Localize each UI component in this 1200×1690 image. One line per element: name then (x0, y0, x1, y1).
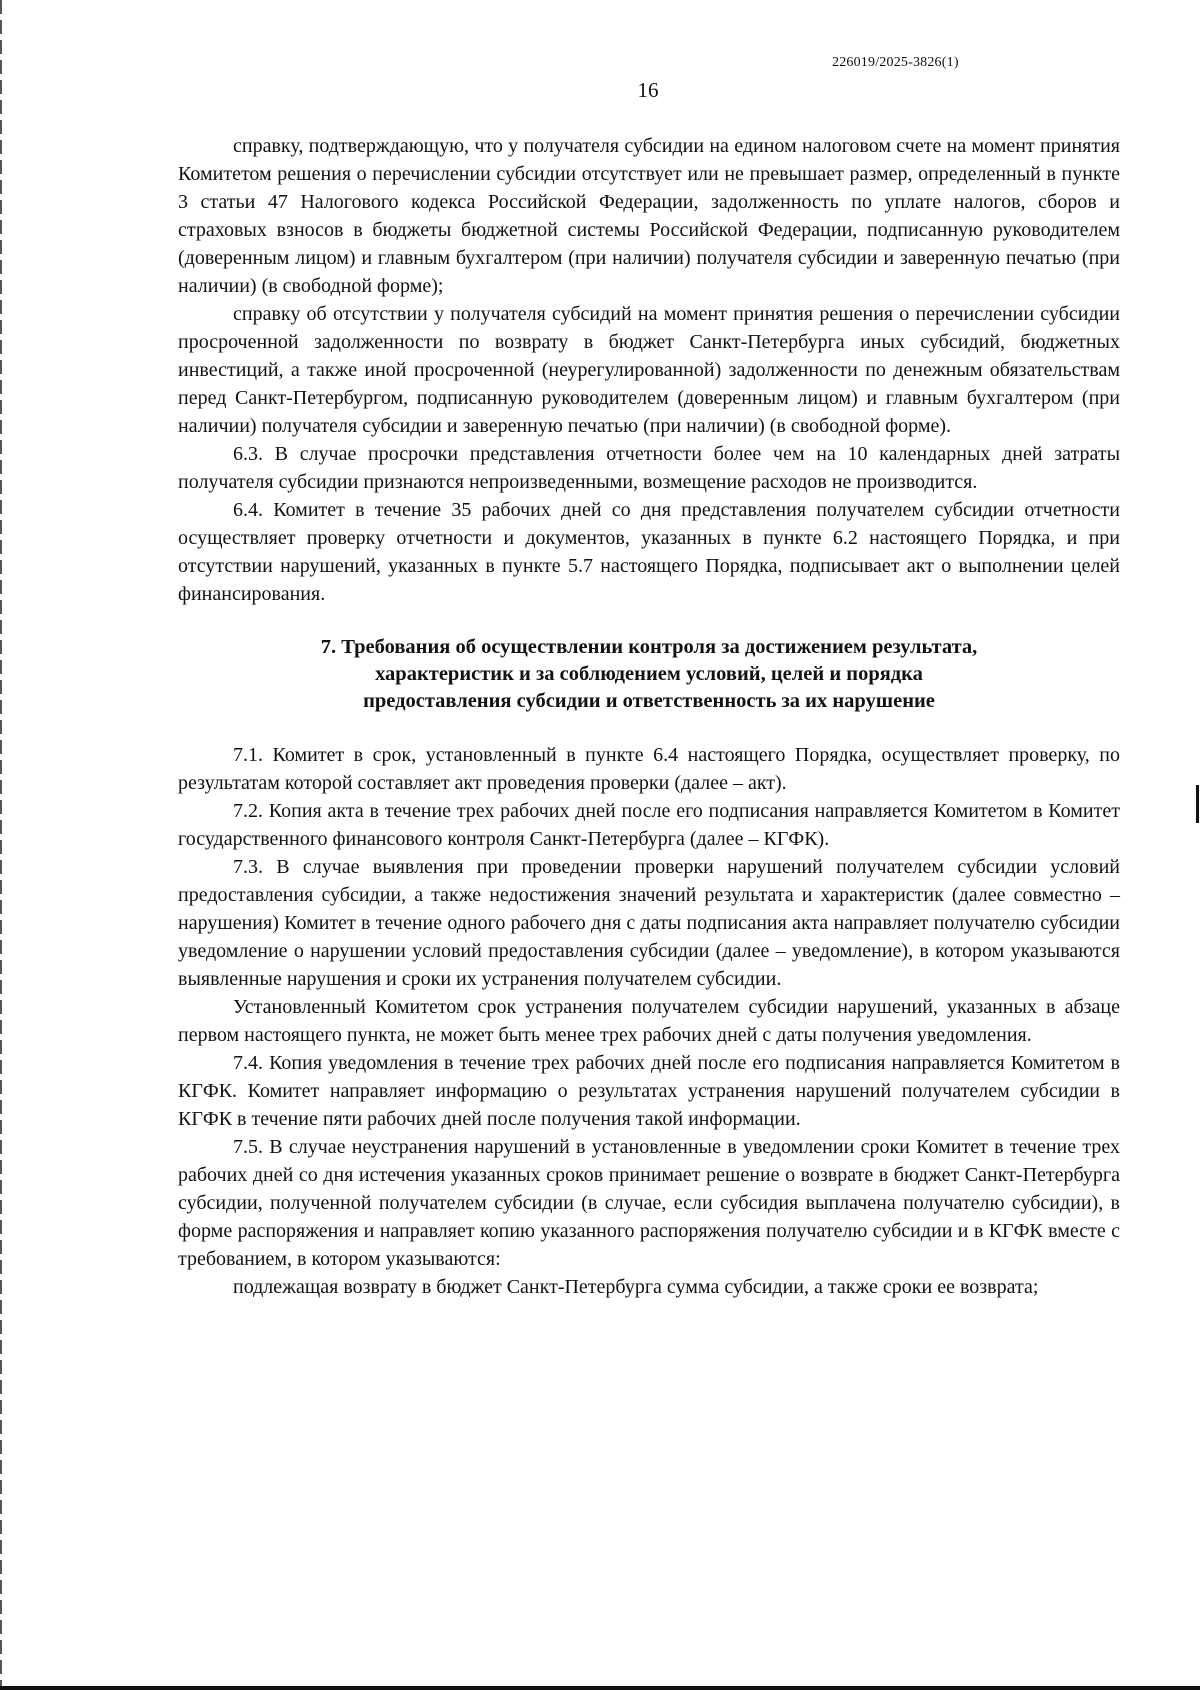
paragraph: 7.3. В случае выявления при проведении проверки нарушений получателем субсидии условий предоставления субсидии, а также недостижения значений результата и характеристик (далее совместно – нарушения) Комитет в течение одного рабочего дня с даты подписания акта направляет получателю субсидии уведомление о нарушении условий предоставления субсидии (далее – уведомление), в котором указываются выявленные нарушения и сроки их устранения получателем субсидии. (178, 856, 1120, 990)
paragraph: 7.1. Комитет в срок, установленный в пункте 6.4 настоящего Порядка, осуществляет проверку, по результатам которой составляет акт проведения проверки (далее – акт). (178, 744, 1120, 794)
scan-right-mark (1196, 785, 1199, 823)
scan-left-edge (0, 0, 2, 1690)
paragraph: подлежащая возврату в бюджет Санкт-Петербурга сумма субсидии, а также сроки ее возврата; (233, 1276, 1039, 1298)
paragraph: 7.5. В случае неустранения нарушений в установленные в уведомлении сроки Комитет в течение трех рабочих дней со дня истечения указанных сроков принимает решение о возврате в бюджет Санкт-Петербурга субсидии, полученной получателем субсидии (в случае, если субсидия выплачена получателю субсидии), в форме распоряжения и направляет копию указанного распоряжения получателю субсидии и в КГФК вместе с требованием, в котором указываются: (178, 1136, 1120, 1270)
page-number: 16 (637, 78, 659, 102)
document-id: 226019/2025-3826(1) (832, 55, 959, 70)
paragraph: 7.2. Копия акта в течение трех рабочих дней после его подписания направляется Комитетом в Комитет государственного финансового контроля Санкт-Петербурга (далее – КГФК). (178, 800, 1120, 850)
paragraph: 6.4. Комитет в течение 35 рабочих дней со дня представления получателем субсидии отчетности осуществляет проверку отчетности и документов, указанных в пункте 6.2 настоящего Порядка, и при отсутствии нарушений, указанных в пункте 5.7 настоящего Порядка, подписывает акт о выполнении целей финансирования. (178, 499, 1120, 605)
section-heading-line: 7. Требования об осуществлении контроля за достижением результата, (320, 636, 978, 658)
section-heading (178, 634, 1120, 715)
paragraph: справку, подтверждающую, что у получателя субсидии на едином налоговом счете на момент принятия Комитетом решения о перечислении субсидии отсутствует или не превышает размер, определенный в пункте 3 статьи 47 Налогового кодекса Российской Федерации, задолженность по уплате налогов, сборов и страховых взносов в бюджеты бюджетной системы Российской Федерации, подписанную руководителем (доверенным лицом) и главным бухгалтером (при наличии) получателя субсидии и заверенную печатью (при наличии) (в свободной форме); (178, 135, 1120, 297)
section-heading-line: предоставления субсидии и ответственность за их нарушение (363, 690, 935, 712)
document-body (178, 132, 1120, 1301)
paragraph: справку об отсутствии у получателя субсидий на момент принятия решения о перечислении субсидии просроченной задолженности по возврату в бюджет Санкт-Петербурга иных субсидий, бюджетных инвестиций, а также иной просроченной (неурегулированной) задолженности по денежным обязательствам перед Санкт-Петербургом, подписанную руководителем (доверенным лицом) и главным бухгалтером (при наличии) получателя субсидии и заверенную печатью (при наличии) (в свободной форме). (178, 303, 1120, 437)
section-heading-line: характеристик и за соблюдением условий, целей и порядка (375, 663, 923, 685)
paragraph: 6.3. В случае просрочки представления отчетности более чем на 10 календарных дней затраты получателя субсидии признаются непроизведенными, возмещение расходов не производится. (178, 443, 1120, 493)
paragraph: Установленный Комитетом срок устранения получателем субсидии нарушений, указанных в абзаце первом настоящего пункта, не может быть менее трех рабочих дней с даты получения уведомления. (178, 996, 1120, 1046)
scan-bottom-edge (0, 1686, 1200, 1690)
paragraph: 7.4. Копия уведомления в течение трех рабочих дней после его подписания направляется Комитетом в КГФК. Комитет направляет информацию о результатах устранения нарушений получателем субсидии в КГФК в течение пяти рабочих дней после получения такой информации. (178, 1052, 1120, 1130)
